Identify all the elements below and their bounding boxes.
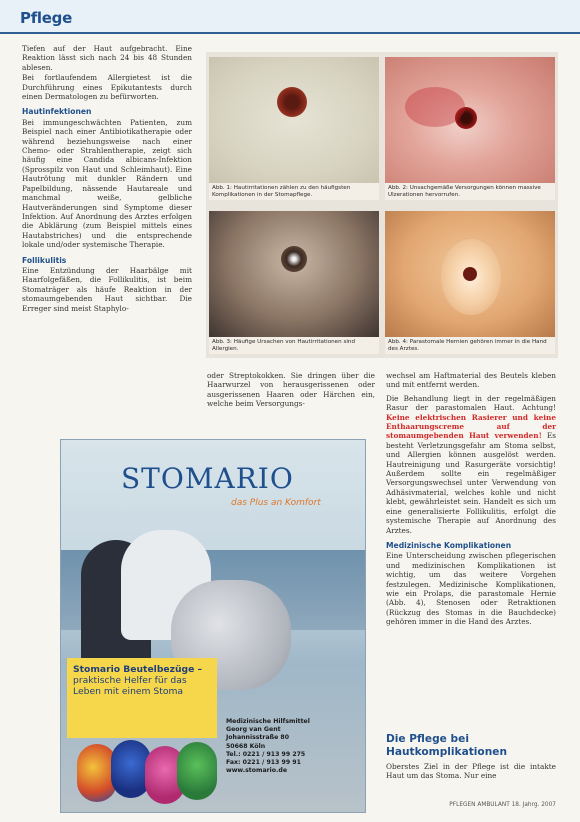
photo-caption-3: Abb. 3: Häufige Ursachen von Hautirritationen sind Allergien. [209,337,379,354]
photo-hernia [385,211,555,337]
stoma-image [277,87,307,117]
ad-logo: STOMARIO [121,462,294,495]
paragraph: Eine Unterscheidung zwischen pflegerischen und medizinischen Komplikationen ist wichtig, um das weitere Vorgehen festzulegen. Medizinische Komplikationen, wie ein Prolaps, die parastomale Hernie (Abb. 4), Stenosen oder Retraktionen (Rückzug des Stomas in die Bauchdecke) gehören immer in die Hand des Arztes. [386,551,556,627]
ad-contact-line: 50668 Köln [226,742,266,750]
text-column-4 [386,762,556,782]
paragraph-text: Die Behandlung liegt in der regelmäßigen Rasur der parastomalen Haut. Achtung! [386,393,556,413]
ad-headline: Stomario Beutelbezüge – [73,664,203,675]
photo-caption-1: Abb. 1: Hautirritationen zählen zu den häufigsten Komplikationen in der Stomapflege. [209,183,379,200]
page-footer: PFLEGEN AMBULANT 18. Jahrg. 2007 [449,802,556,808]
subheading-hautinfektionen: Hautinfektionen [22,107,92,117]
ad-pouch-covers [77,740,217,805]
paragraph-text: Es besteht Verletzungsgefahr am Stoma selbst, und Allergien können ausgelöst werden. Hautreinigung und Rasurgeräte vorsichtig! Außerdem sollte ein regelmäßiger Versorgungswechsel unter Verwendung von Adhäsivmaterial, welches kohle und nicht klebt, gewährleistet sein. Handelt es sich um eine generalisierte Follikulitis, erfolgt die systemische Therapie auf Anordnung des Arztes. [386,431,556,535]
stomario-advertisement [60,439,366,813]
redness-image [405,87,465,127]
text-column-1 [22,44,192,314]
subheading-medizinische-komplikationen: Medizinische Komplikationen [386,540,512,550]
text-column-2 [207,371,375,410]
article-subheading: Die Pflege bei Hautkomplikationen [386,733,507,758]
header-bar [0,0,580,34]
ad-contact-line: Johannisstraße 80 [226,734,290,742]
paragraph: Eine Entzündung der Haarbälge mit Haarfolgefäßen, die Follikulitis, ist beim Stomaträger als häufe Reaktion in der stomaumgebenden Haut sichtbar. Die Erreger sind meist Staphylo- [22,265,192,313]
ad-contact-block [226,718,361,775]
paragraph: Oberstes Ziel in der Pflege ist die intakte Haut um das Stoma. Nur eine [386,762,556,781]
text-column-3 [386,371,556,628]
subheading-follikulitis: Follikulitis [22,255,67,265]
ad-contact-line: Tel.: 0221 / 913 99 275 [226,750,306,758]
paragraph: oder Streptokokken. Sie dringen über die Haarwurzel von herausgerissenen oder ausgerissenen Haaren oder Härchen ein, welche beim Versorgungs- [207,371,375,409]
ad-subline: praktische Helfer für das Leben mit einem Stoma [73,675,187,697]
stoma-image [463,267,477,281]
paragraph [386,394,556,535]
pouch-cover-image [177,742,217,800]
stoma-image [281,246,307,272]
paragraph: wechsel am Haftmaterial des Beutels kleben und mit entfernt werden. [386,371,556,390]
photo-stoma-irritation [209,57,379,183]
paragraph: Tiefen auf der Haut aufgebracht. Eine Reaktion lässt sich nach 24 bis 48 Stunden ablesen. [22,44,192,72]
ad-contact-line: Medizinische Hilfsmittel [226,718,310,725]
photo-grid [206,52,558,358]
photo-caption-2: Abb. 2: Unsachgemäße Versorgungen können massive Ulzerationen hervorrufen. [385,183,555,200]
photo-ulceration [385,57,555,183]
ad-headline-box [67,658,217,738]
photo-caption-4: Abb. 4: Parastomale Hernien gehören immer in die Hand des Arztes. [385,337,555,354]
section-title: Pflege [20,9,72,27]
ad-website: www.stomario.de [226,767,288,775]
ad-tagline: das Plus an Komfort [231,498,321,508]
warning-text: Keine elektrischen Rasierer und keine Enthaarungscreme auf der stomaumgebenden Haut verwenden! [386,412,556,441]
ad-contact-line: Georg van Gent [226,726,281,734]
paragraph: Bei immungeschwächten Patienten, zum Beispiel nach einer Antibiotikatherapie oder während beziehungsweise nach einer Chemo- oder Strahlentherapie, zeigt sich häufig eine Candida albicans-Infektion (Sprosspilz von Haut und Schleimhaut). Eine Hautrötung mit dunkler Rändern und Papelbildung, nässende Hautareale und manchmal weiße, gelbliche Hautveränderungen sind Symptome dieser Infektion. Auf Anordnung des Arztes erfolgen die Abklärung (zum Beispiel mittels eines Hautabstriches) und die entsprechende lokale und/oder systemische Therapie. [22,117,192,250]
paragraph: Bei fortlaufendem Allergietest ist die Durchführung eines Epikutantests durch einen Dermatologen zu befürworten. [22,73,192,102]
photo-allergy [209,211,379,337]
ad-contact-line: Fax: 0221 / 913 99 91 [226,759,301,767]
